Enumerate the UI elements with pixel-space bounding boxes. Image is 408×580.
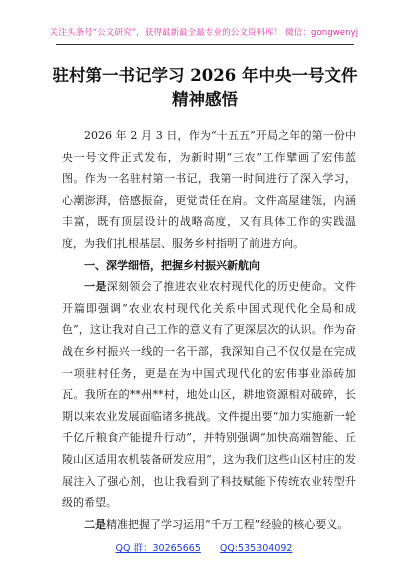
paragraph-1 [62,276,356,514]
title-line-2: 精神感悟 [172,90,238,109]
paragraph-1-text: 深刻领会了推进农业农村现代化的历史使命。文件开篇即强调“农业农村现代化关系中国式现代化全局和成色”，这让我对自己工作的意义有了更深层次的认识。作为奋战在乡村振兴一线的一名干部，我深知自己不仅仅是在完成一项驻村任务，更是在为中国式现代化的宏伟事业添砖加瓦。我所在的**州**村，地处山区，耕地资源相对破碎，长期以来农业发展面临诸多挑战。文件提出要“加力实施新一轮千亿斤粮食产能提升行动”，并特别强调“加快高端智能、丘陵山区适用农机装备研发应用”，这为我们这些山区村庄的发展注入了强心剂，也让我看到了科技赋能下传统农业转型升级的希望。 [62,280,357,510]
section-heading-1: 一、深学细悟，把握乡村振兴新航向 [84,258,260,272]
footer-qq-group[interactable]: QQ 群：30265665 [115,543,201,554]
paragraph-2-text: 精准把握了学习运用“千万工程”经验的核心要义。 [106,517,349,531]
header-divider [56,44,354,45]
intro-paragraph: 2026 年 2 月 3 日，作为“十五五”开局之年的第一份中央一号文件正式发布，为新时期“三农”工作擘画了宏伟蓝图。作为一名驻村第一书记，我第一时间进行了深入学习，心潮澎湃，倍感振奋，更觉责任在肩。文件高屋建瓴，内涵丰富，既有顶层设计的战略高度，又有具体工作的实践温度，为我们扎根基层、服务乡村指明了前进方向。 [62,129,356,250]
header-banner: 关注头条号“公文研究”，获得最新最全最专业的公文资料库！ 微信：gongwenyj [49,28,359,38]
document-title [40,64,370,112]
paragraph-2 [62,514,356,536]
title-line-1: 驻村第一书记学习 2026 年中央一号文件 [52,66,358,85]
footer [0,540,408,554]
paragraph-2-lead: 二是 [84,517,106,531]
footer-qq[interactable]: QQ:535304092 [219,543,293,554]
document-body [62,125,356,535]
paragraph-1-lead: 一是 [84,280,107,294]
